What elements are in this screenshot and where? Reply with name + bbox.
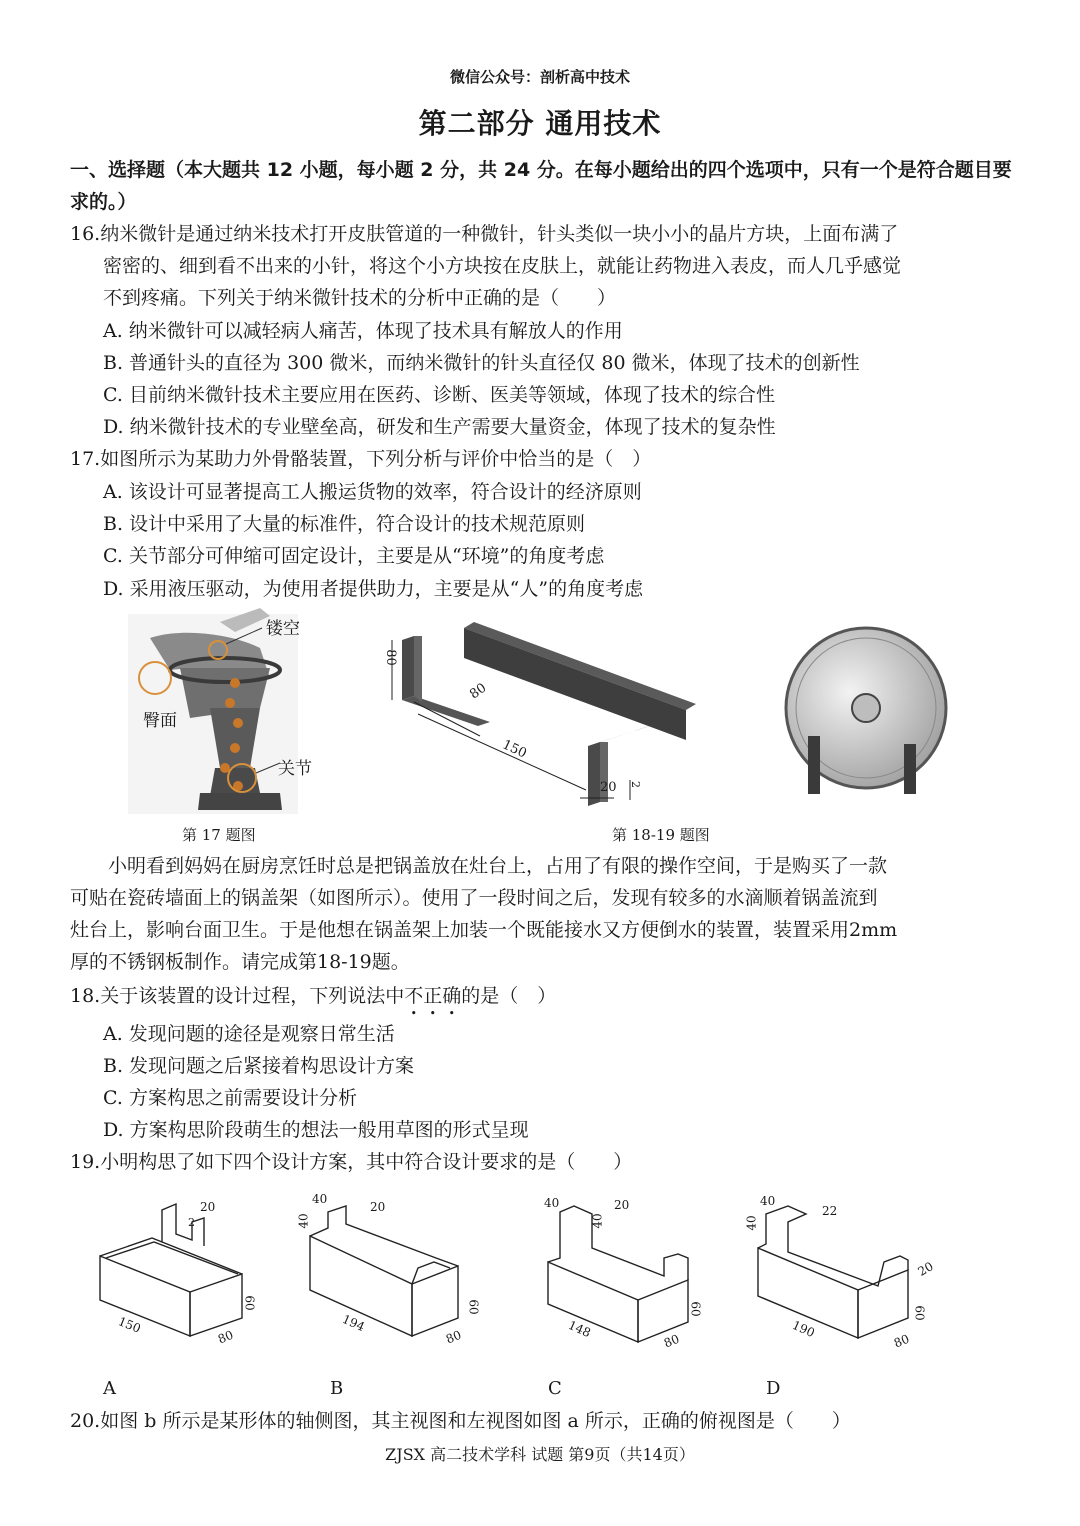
- q18-stem-pre: 18.关于该装置的设计过程，下列说法中: [70, 985, 405, 1007]
- design-c-dim-5: 148: [566, 1317, 593, 1341]
- q18-option-b: B. 发现问题之后紧接着构思设计方案: [103, 1055, 415, 1077]
- design-d-dim-4: 20: [915, 1259, 936, 1279]
- q16-option-b: B. 普通针头的直径为 300 微米，而纳米微针的针头直径仅 80 微米，体现了技术的创新性: [103, 352, 860, 374]
- design-c-dim-2: 20: [614, 1198, 630, 1212]
- figure-17-caption: 第 17 题图: [182, 826, 256, 844]
- q18-emphasis-1: 不: [404, 985, 424, 1007]
- design-b-dim-2: 40: [296, 1213, 311, 1229]
- q18-option-d: D. 方案构思阶段萌生的想法一般用草图的形式呈现: [103, 1119, 529, 1141]
- rack-dim-length: 150: [499, 737, 529, 762]
- q17-stem: 17.如图所示为某助力外骨骼装置，下列分析与评价中恰当的是（ ）: [70, 448, 652, 470]
- design-a-label: A: [103, 1378, 116, 1399]
- q16-stem-line3: 不到疼痛。下列关于纳米微针技术的分析中正确的是（ ）: [103, 287, 617, 309]
- design-a-dim-4: 150: [116, 1314, 143, 1336]
- pot-lid-figure: [780, 618, 950, 806]
- design-c-drawing: [540, 1196, 710, 1352]
- design-a-dim-1: 20: [200, 1200, 216, 1214]
- figure-18-19-caption: 第 18-19 题图: [612, 826, 710, 844]
- rack-dim-height: 80: [382, 649, 398, 666]
- q17-option-c: C. 关节部分可伸缩可固定设计，主要是从“环境”的角度考虑: [103, 545, 605, 567]
- design-a-dim-5: 80: [215, 1327, 236, 1347]
- q18-stem-post: 的是（ ）: [461, 985, 557, 1007]
- q18-option-c: C. 方案构思之前需要设计分析: [103, 1087, 357, 1109]
- design-b-dim-1: 40: [312, 1192, 328, 1206]
- design-d-dim-7: 80: [891, 1331, 912, 1351]
- design-d-dim-6: 190: [790, 1317, 817, 1341]
- header-text: 微信公众号：剖析高中技术: [449, 68, 630, 86]
- passage-line-4: 厚的不锈钢板制作。请完成第18-19题。: [70, 951, 410, 973]
- design-b-dim-6: 80: [443, 1327, 464, 1347]
- q16-option-c: C. 目前纳米微针技术主要应用在医药、诊断、医美等领域，体现了技术的综合性: [103, 384, 775, 406]
- rack-dim-thickness: 2: [629, 781, 642, 788]
- passage: [70, 850, 1010, 978]
- q18-emphasis-2: 正: [423, 985, 443, 1007]
- page-footer: ZJSX 高二技术学科 试题 第9页（共14页）: [385, 1445, 695, 1464]
- q18-option-a: A. 发现问题的途径是观察日常生活: [103, 1023, 395, 1045]
- q20-stem: 20.如图 b 所示是某形体的轴侧图，其主视图和左视图如图 a 所示，正确的俯视图是（ ）: [70, 1410, 851, 1432]
- design-c-dim-1: 40: [544, 1196, 560, 1210]
- lid-rack-figure: [378, 618, 703, 808]
- q18-emphasis-3: 确: [442, 985, 462, 1007]
- q16-stem-line2: 密密的、细到看不出来的小针，将这个小方块按在皮肤上，就能让药物进入表皮，而人几乎感觉: [103, 255, 902, 277]
- design-d-dim-1: 40: [760, 1194, 776, 1208]
- design-d-label: D: [766, 1378, 781, 1399]
- q16-stem-line1: 16.纳米微针是通过纳米技术打开皮肤管道的一种微针，针头类似一块小小的晶片方块，上面布满了: [70, 223, 899, 245]
- design-b-drawing: [300, 1198, 480, 1350]
- q17-option-b: B. 设计中采用了大量的标准件，符合设计的技术规范原则: [103, 513, 586, 535]
- design-a-dim-3: 60: [242, 1295, 257, 1311]
- design-d-dim-2: 40: [744, 1215, 759, 1231]
- design-a-dim-2: 2: [188, 1216, 195, 1229]
- design-d-dim-3: 22: [822, 1204, 838, 1218]
- design-b-dim-5: 194: [340, 1311, 367, 1335]
- exo-label-hollow: 镂空: [266, 619, 300, 639]
- design-c-dim-4: 60: [688, 1301, 703, 1317]
- exo-label-hip: 臀面: [143, 711, 177, 731]
- q19-stem: 19.小明构思了如下四个设计方案，其中符合设计要求的是（ ）: [70, 1151, 633, 1173]
- q17-option-d: D. 采用液压驱动，为使用者提供助力，主要是从“人”的角度考虑: [103, 578, 644, 600]
- q16-option-d: D. 纳米微针技术的专业壁垒高，研发和生产需要大量资金，体现了技术的复杂性: [103, 416, 776, 438]
- rack-dim-width: 20: [600, 780, 617, 795]
- rack-dim-depth: 80: [467, 680, 490, 703]
- design-c-dim-3: 40: [590, 1213, 605, 1229]
- design-c-dim-6: 80: [661, 1331, 682, 1351]
- page-title: 第二部分 通用技术: [418, 107, 662, 140]
- passage-line-1: 小明看到妈妈在厨房烹饪时总是把锅盖放在灶台上，占用了有限的操作空间，于是购买了一款: [70, 855, 888, 877]
- design-b-dim-3: 20: [370, 1200, 386, 1214]
- design-b-label: B: [330, 1378, 344, 1399]
- exo-label-joint: 关节: [278, 759, 312, 779]
- passage-line-3: 灶台上，影响台面卫生。于是他想在锅盖架上加装一个既能接水又方便倒水的装置，装置采用2mm: [70, 919, 898, 941]
- q16-option-a: A. 纳米微针可以减轻病人痛苦，体现了技术具有解放人的作用: [103, 320, 623, 342]
- passage-line-2: 可贴在瓷砖墙面上的锅盖架（如图所示）。使用了一段时间之后，发现有较多的水滴顺着锅盖流到: [70, 887, 878, 909]
- design-d-dim-5: 60: [912, 1305, 927, 1321]
- q17-option-a: A. 该设计可显著提高工人搬运货物的效率，符合设计的经济原则: [103, 481, 642, 503]
- design-d-drawing: [748, 1196, 928, 1352]
- design-c-label: C: [548, 1378, 562, 1399]
- design-b-dim-4: 60: [466, 1299, 481, 1315]
- q18-stem: [70, 980, 556, 1012]
- section-heading: 一、选择题（本大题共 12 小题，每小题 2 分，共 24 分。在每小题给出的四个选项中，只有一个是符合题目要求的。）: [70, 159, 1012, 213]
